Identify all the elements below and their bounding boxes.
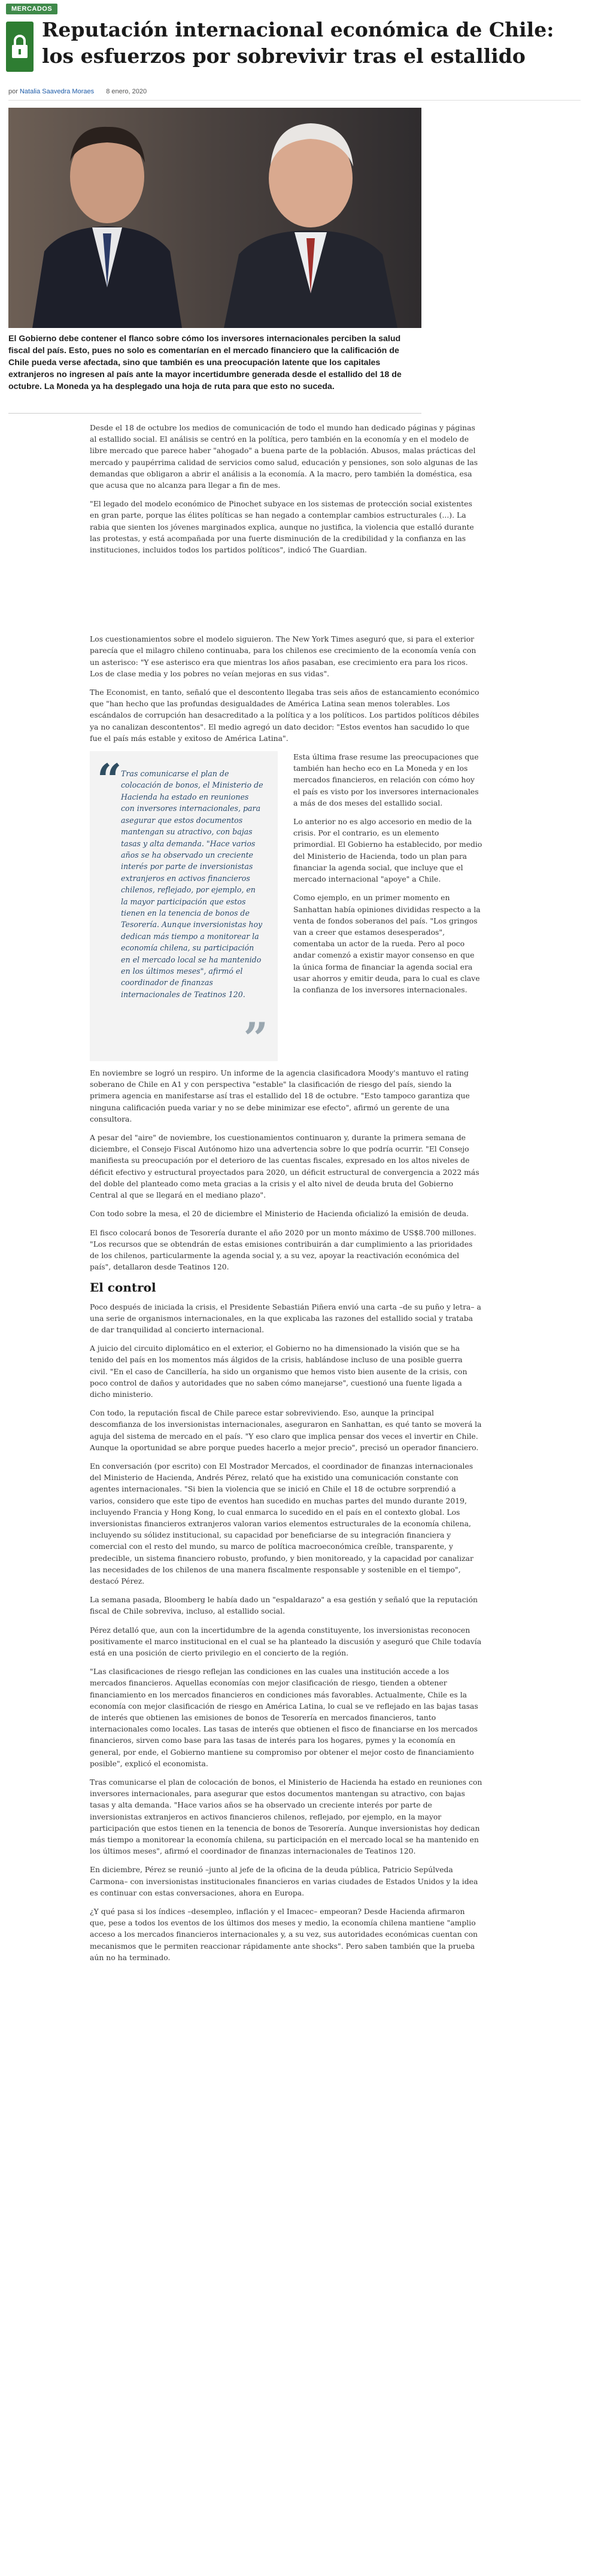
paragraph: Con todo, la reputación fiscal de Chile parece estar sobreviviendo. Eso, aunque la principal descomfianza de los inversionistas internacionales, aseguraron en Sanhattan, es qué tanto se moverá la aguja del sistema de mercado en el país. "Y eso claro que implica pensar dos veces el invertir en Chile. Aunque la oportunidad se abre porque puedes hacerlo a mejor precio", precisó un operador financiero. [90,1408,482,1452]
section-tag[interactable]: MERCADOS [6,4,57,14]
paragraph: La semana pasada, Bloomberg le había dado un "espaldarazo" a esa gestión y señaló que la reputación fiscal de Chile sobreviva, incluso, al estallido social. [90,1595,478,1616]
paragraph: Pérez detalló que, aun con la incertidumbre de la agenda constituyente, los inversionistas reconocen positivamente el marco institucional en el cual se ha planteado la discusión y aseguró que Chile todavía está en una posición de cierto privilegio en el concierto de la región. [90,1625,482,1657]
paragraph: Esta última frase resume las preocupaciones que también han hecho eco en La Moneda y en los mercados financieros, en relación con cómo hoy el país es visto por los inversores internacionales a más de dos meses del estallido social. [293,752,479,807]
publish-date: 8 enero, 2020 [106,88,147,95]
pull-quote [90,751,278,1064]
paragraph: The Economist, en tanto, señaló que el descontento llegaba tras seis años de estancamiento económico que "han hecho que las profundas desigualdades de América Latina sean menos tolerables. Los escándalos de corrupción han desacreditado a la política y a los políticos. Los partidos políticos débiles ya no canalizan descontentos". El medio agregó un dato decidor: "Estos eventos han sacudido lo que fue el país más estable y exitoso de América Latina". [90,688,479,743]
photo-two-officials-icon [8,108,421,328]
paragraph: "El legado del modelo económico de Pinochet subyace en los sistemas de protección social existentes en gran parte, porque las élites políticas se han negado a contemplar cambios estructurales (...). La rabia que sienten los jóvenes marginados explica, aunque no justifica, la violencia que estalló durante las protestas, y está acompañada por una fuerte disminución de la credibilidad y la confianza en las instituciones, incluidos todos los partidos políticos", indicó The Guardian. [90,499,474,555]
paragraph: A pesar del "aire" de noviembre, los cuestionamientos continuaron y, durante la primera semana de diciembre, el Consejo Fiscal Autónomo hizo una advertencia sobre lo que podría ocurrir. "El Consejo manifiesta su preocupación por el deterioro de las cuentas fiscales, expresado en los altos niveles de déficit efectivo y estructural proyectados para 2020, un déficit estructural de convergencia a 2022 más del doble del planteado como meta gracias a la crisis y el alto nivel de deuda bruta del Gobierno Central al que se llegará en el mediano plazo". [90,1133,479,1200]
article-body [90,422,482,1970]
author-link[interactable]: Natalia Saavedra Moraes [19,88,95,95]
lede-divider [8,413,421,414]
open-quote-icon: “ [97,754,122,806]
pull-quote-text: Tras comunicarse el plan de colocación de bonos, el Ministerio de Hacienda ha estado en reuniones con inversores internacionales, para asegurar que estos documentos mantengan su atractivo, con bajas tasas y alta demanda. "Hace varios años se ha observado un creciente interés por parte de inversionistas extranjeros en activos financieros chilenos, reflejado, por ejemplo, en la mayor participación que estos tienen en la tenencia de bonos de Tesorería. Aunque inversionistas hoy dedican más tiempo a monitorear la economía chilena, su participación en el mercado local se ha mantenido en los últimos meses", afirmó el coordinador de finanzas internacionales de Teatinos 120. [121,769,263,999]
hero-photo [8,108,421,328]
paragraph: Como ejemplo, en un primer momento en Sanhattan había opiniones divididas respecto a la venta de fondos soberanos del país. "Los gringos van a creer que estamos desesperados", comentaba un actor de la rueda. Pero al poco andar comenzó a existir mayor consenso en que la única forma de financiar la agenda social era usar ahorros y emitir deuda, para lo cual es clave la confianza de los inversores internacionales. [293,893,481,994]
paragraph: En diciembre, Pérez se reunió –junto al jefe de la oficina de la deuda pública, Patricio Sepúlveda Carmona– con inversionistas institucionales financieros en varias ciudades de Estados Unidos y la idea es continuar con estas conversaciones, ahora en Europa. [90,1865,478,1897]
paragraph: Desde el 18 de octubre los medios de comunicación de todo el mundo han dedicado páginas y páginas al estallido social. El análisis se centró en la política, pero también en la economía y en el modelo de libre mercado que parece haber "ahogado" a buena parte de la población. Abusos, malas prácticas del mercado y paupérrima calidad de servicios como salud, educación y pensiones, son solo algunas de las demandas que obligaron a abrir el análisis a la economía. A la macro, pero también la doméstica, esa que acusa que no alcanza para llegar a fin de mes. [90,423,478,490]
embedded-media-space [90,563,482,633]
paragraph: Poco después de iniciada la crisis, el Presidente Sebastián Piñera envió una carta –de su puño y letra– a una serie de organismos internacionales, en la que explicaba las razones del estallido social y trataba de dar tranquilidad al concierto internacional. [90,1302,481,1334]
section-heading: El control [90,1280,156,1295]
byline-prefix: por [8,88,18,95]
close-quote-icon: ” [243,1013,268,1064]
header-divider [8,100,581,101]
paragraph: El fisco colocará bonos de Tesorería durante el año 2020 por un monto máximo de US$8.700 millones. "Los recursos que se obtendrán de estas emisiones contribuirán a dar cumplimiento a las prioridades de los chilenos, particularmente la agenda social y, a su vez, apoyar la reactivación económica del país", detallaron desde Teatinos 120. [90,1228,476,1272]
paragraph: En noviembre se logró un respiro. Un informe de la agencia clasificadora Moody's mantuvo el rating soberano de Chile en A1 y con perspectiva "estable" la clasificación de riesgo del país, siendo la primera agencia en manifestarse así tras el estallido del 18 de octubre. "Esto tampoco garantiza que ninguna calificación pueda variar y no se debe minimizar ese efecto", afirmó un gerente de una consultora. [90,1068,470,1123]
paragraph: "Las clasificaciones de riesgo reflejan las condiciones en las cuales una institución accede a los mercados financieros. Aquellas economías con mejor clasificación de riesgo, tienden a obtener financiamiento en los mercados financieros en condiciones más favorables. Actualmente, Chile es la economía con mejor clasificación de riesgo en América Latina, lo cual se ve reflejado en las bajas tasas de interés que obtienen las emisiones de bonos de Tesorería en mercados financieros, tanto internacionales como locales. Las tasas de interés que obtienen el fisco de financiarse en los mercados financieros, sirven como base para las tasas de interés para los hogares, pymes y la economía en general, por ende, el Gobierno mantiene su compromiso por obtener el mejor costo de financiamiento posible", explicó el economista. [90,1667,478,1768]
article-lede: El Gobierno debe contener el flanco sobre cómo los inversores internacionales perciben la salud fiscal del país. Esto, pues no solo es comentarían en el mercado financiero que la calificación de Chile pueda verse afectada, sino que también es una preocupación latente que los capitales extranjeros no ingresen al país ante la mayor incertidumbre generada desde el estallido del 18 de octubre. La Moneda ya ha desplegado una hoja de ruta para que esto no suceda. [8,334,402,391]
paragraph: A juicio del circuito diplomático en el exterior, el Gobierno no ha dimensionado la visión que se ha tenido del país en los momentos más álgidos de la crisis, hablándose incluso de una posible guerra civil. "En el caso de Cancillería, ha sido un organismo que hemos visto bien ausente de la crisis, con poco control de daños y autoridades que no saben cómo manejarse", cuestionó una fuente ligada a dicho ministerio. [90,1344,467,1399]
byline [8,88,147,95]
paragraph: ¿Y qué pasa si los índices –desempleo, inflación y el Imacec– empeoran? Desde Hacienda afirmaron que, pese a todos los eventos de los últimos dos meses y medio, la economía chilena mantiene "amplio acceso a los mercados financieros internacionales y, a su vez, sus autoridades económicas cuentan con mecanismos que le permiten reaccionar rápidamente ante shocks". Pero saben también que la prueba aún no ha terminado. [90,1907,478,1962]
paragraph: Los cuestionamientos sobre el modelo siguieron. The New York Times aseguró que, si para el exterior parecía que el milagro chileno continuaba, para los chilenos ese crecimiento de la economía venía con un asterisco: "Y ese asterisco era que mientras los años pasaban, ese crecimiento era para los ricos. Los de clase media y los pobres no veían mejoras en sus vidas". [90,634,476,678]
paragraph: Tras comunicarse el plan de colocación de bonos, el Ministerio de Hacienda ha estado en reuniones con inversores internacionales, para asegurar que estos documentos mantengan su atractivo, con bajas tasas y alta demanda. "Hace varios años se ha observado un creciente interés por parte de inversionistas extranjeros en activos financieros chilenos, reflejado, por ejemplo, en la mayor participación que estos tienen en la tenencia de bonos de Tesorería. Aunque inversionistas hoy dedican más tiempo a monitorear la economía chilena, su participación en el mercado local se ha mantenido en los últimos meses", afirmó el coordinador de finanzas internacionales de Teatinos 120. [90,1778,482,1856]
paragraph: En conversación (por escrito) con El Mostrador Mercados, el coordinador de finanzas internacionales del Ministerio de Hacienda, Andrés Pérez, relató que ha existido una comunicación constante con agentes internacionales. "Si bien la violencia que se inició en Chile el 18 de octubre sorprendió a varios, considero que este tipo de eventos han sucedido en muchas partes del mundo durante 2019, incluyendo Francia y Hong Kong, lo cual enmarca lo sucedido en el país en el contexto global. Los inversionistas financieros extranjeros valoran varios elementos estructurales de la economía chilena, incluyendo su sólidez institucional, su capacidad por beneficiarse de su integración financiera y comercial con el resto del mundo, su marco de política macroeconómica creíble, transparente, y predecible, un sistema financiero robusto, profundo, y bien monitoreado, y la capacidad por canalizar las necesidades de los chilenos de una manera fiscalmente responsable y sostenible en el tiempo", destacó Pérez. [90,1461,473,1585]
paragraph: Con todo sobre la mesa, el 20 de diciembre el Ministerio de Hacienda oficializó la emisión de deuda. [90,1209,469,1219]
site-logo[interactable] [6,22,34,72]
padlock-logo-icon [10,33,30,60]
paragraph: Lo anterior no es algo accesorio en medio de la crisis. Por el contrario, es un elemento primordial. El Gobierno ha establecido, por medio del Ministerio de Hacienda, todo un plan para financiar la agenda social, que incluye que el mercado internacional "apoye" a Chile. [293,817,482,884]
article-headline: Reputación internacional económica de Chile: los esfuerzos por sobrevivir tras el estallido [42,18,554,68]
